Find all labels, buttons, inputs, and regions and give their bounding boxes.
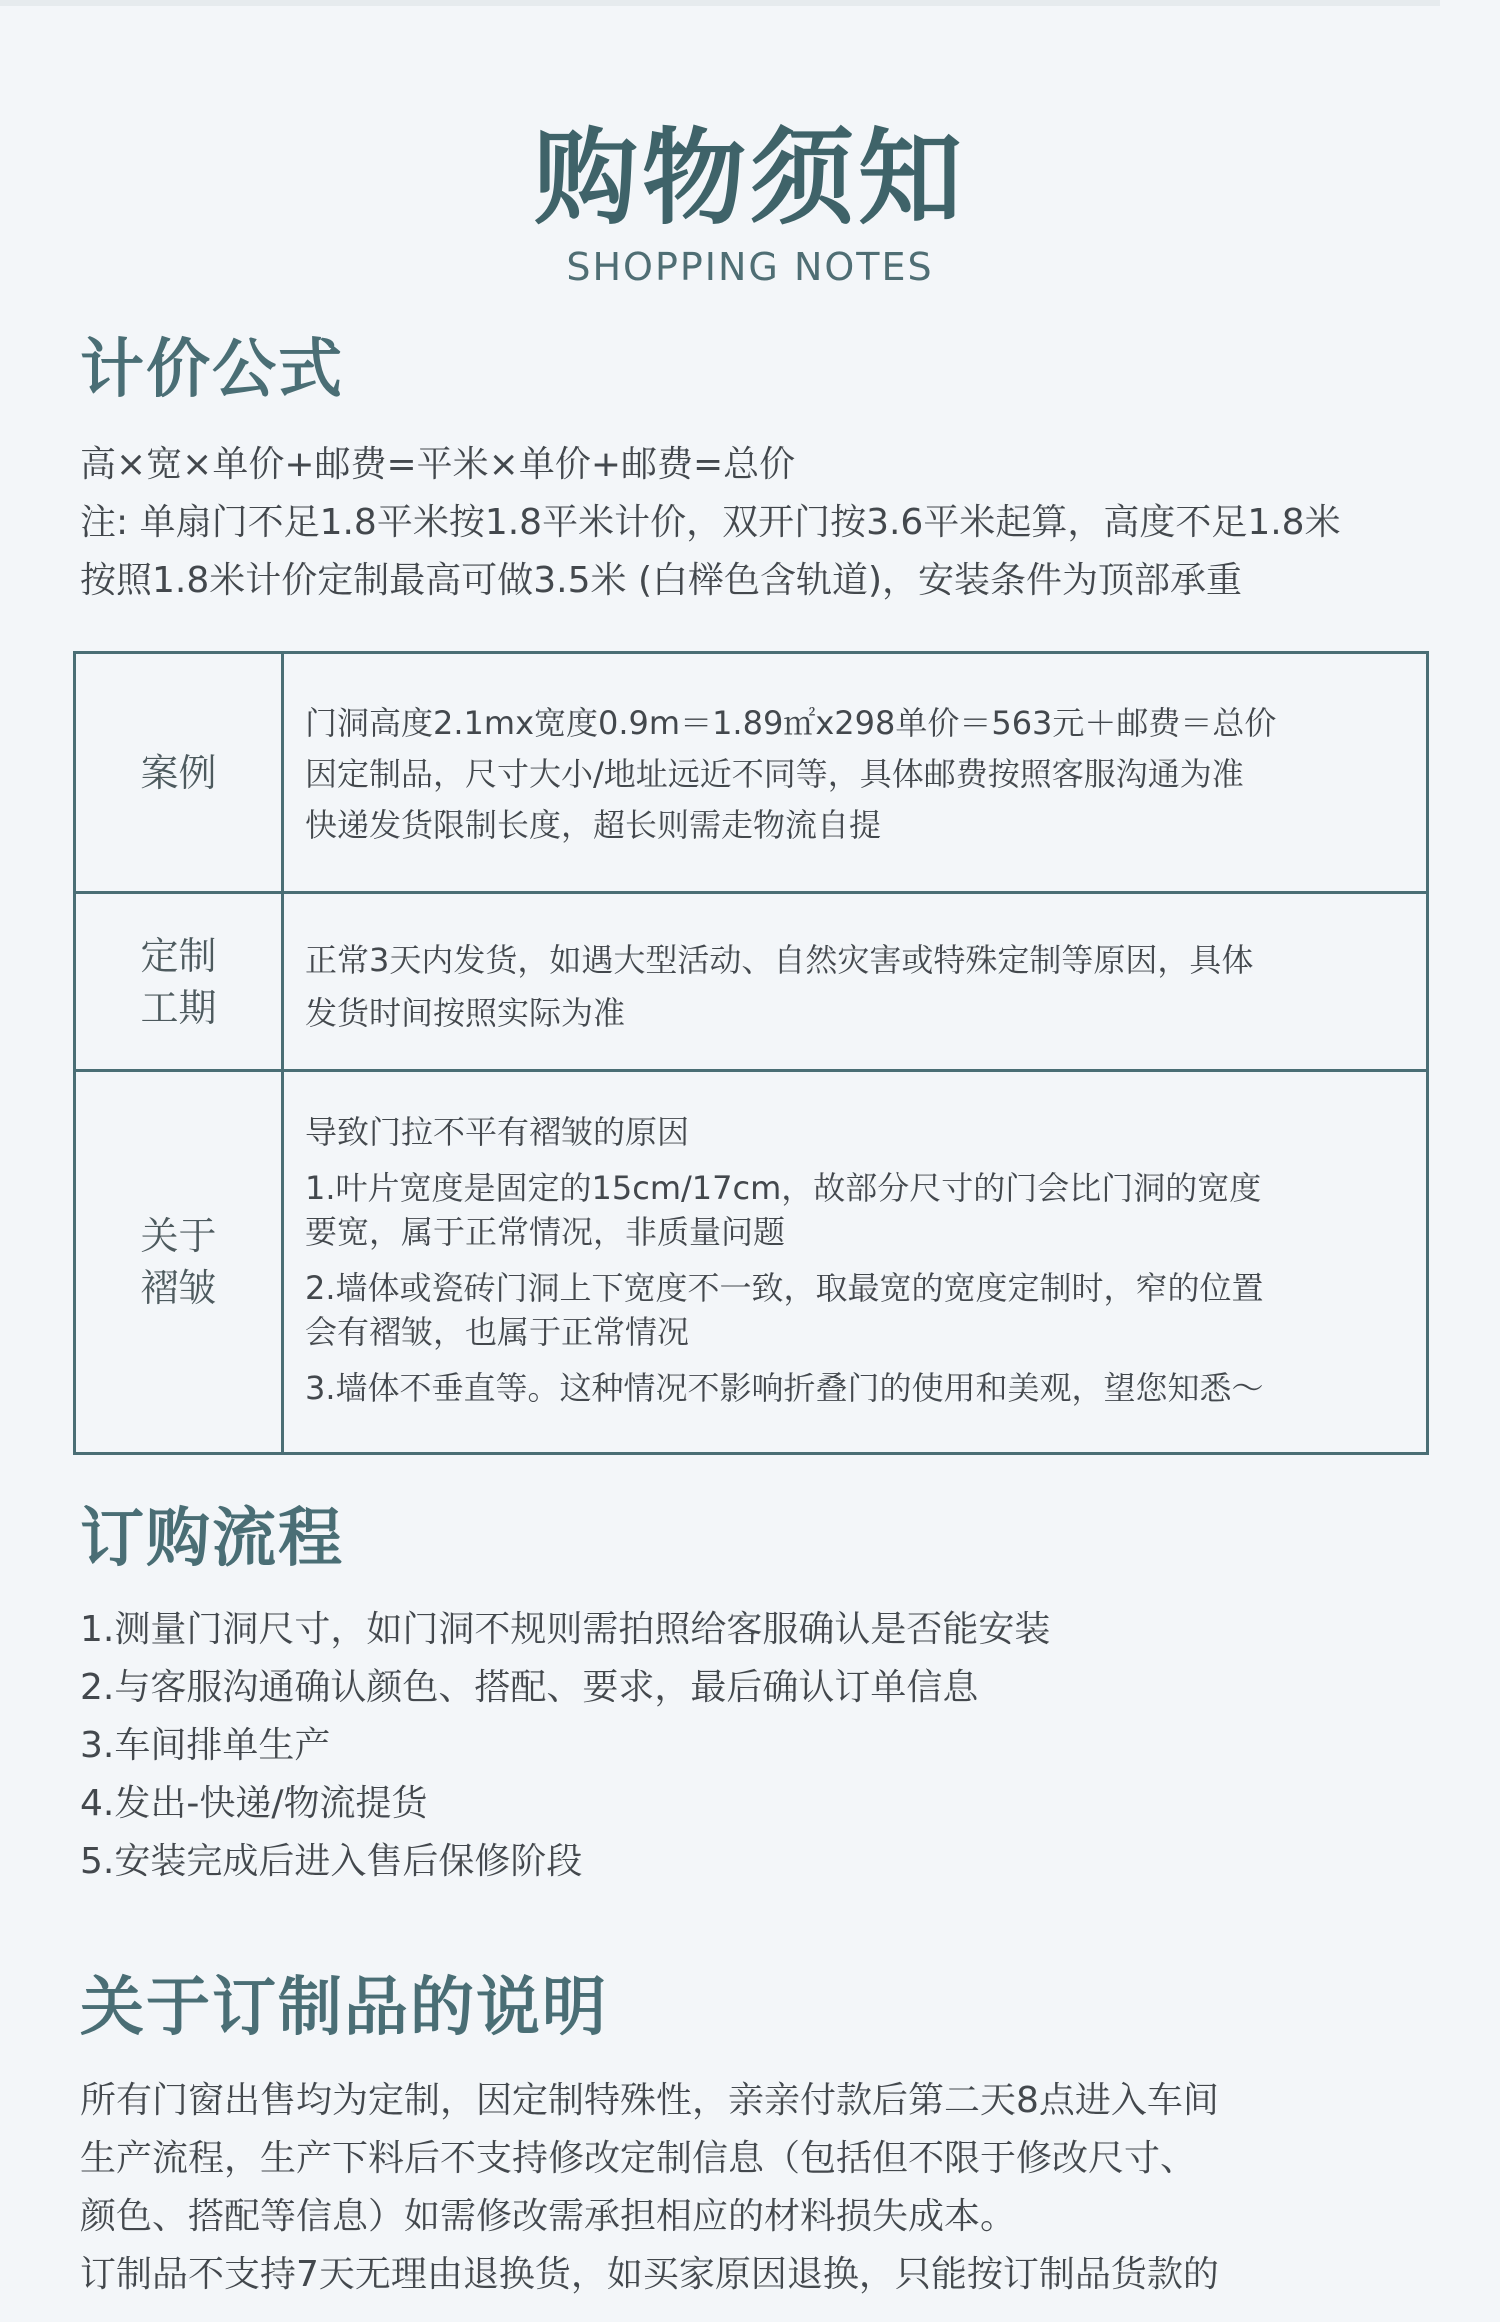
pricing-note-line: 注: 单扇门不足1.8平米按1.8平米计价，双开门按3.6平米起算，高度不足1.8米 <box>80 502 1341 543</box>
pricing-heading: 计价公式 <box>80 333 344 407</box>
custom-notes-heading: 关于订制品的说明 <box>80 1971 608 2045</box>
list-item: 4.发出-快递/物流提货 <box>80 1783 428 1824</box>
list-item: 1.测量门洞尺寸，如门洞不规则需拍照给客服确认是否能安装 <box>80 1609 1051 1650</box>
custom-notes-text <box>80 2072 1219 2304</box>
row-content-line: 因定制品，尺寸大小/地址远近不同等，具体邮费按照客服沟通为准 <box>305 755 1244 793</box>
order-process-list <box>80 1601 1050 1891</box>
custom-notes-line: 订制品不支持7天无理由退换货，如买家原因退换，只能按订制品货款的 <box>80 2254 1219 2295</box>
custom-notes-line: 颜色、搭配等信息）如需修改需承担相应的材料损失成本。 <box>80 2196 1017 2237</box>
page-title: 购物须知 <box>533 117 966 239</box>
custom-notes-line: 所有门窗出售均为定制，因定制特殊性，亲亲付款后第二天8点进入车间 <box>80 2080 1219 2121</box>
pricing-text <box>80 436 1341 610</box>
table-row-wrinkles <box>76 1072 1426 1452</box>
top-divider <box>0 0 1440 6</box>
row-label-example <box>76 654 284 891</box>
row-content-line: 1.叶片宽度是固定的15cm/17cm，故部分尺寸的门会比门洞的宽度 <box>305 1169 1262 1207</box>
row-content-line: 会有褶皱，也属于正常情况 <box>305 1313 690 1351</box>
custom-notes-line: 生产流程，生产下料后不支持修改定制信息（包括但不限于修改尺寸、 <box>80 2138 1197 2179</box>
order-process-heading: 订购流程 <box>80 1502 344 1576</box>
pricing-note-line: 按照1.8米计价定制最高可做3.5米 (白榉色含轨道)，安装条件为顶部承重 <box>80 560 1243 601</box>
row-content-line: 门洞高度2.1mx宽度0.9m＝1.89㎡x298单价＝563元＋邮费＝总价 <box>305 704 1277 742</box>
pricing-formula-line: 高×宽×单价+邮费=平米×单价+邮费=总价 <box>80 444 796 485</box>
row-label-text: 褶皱 <box>140 1266 217 1310</box>
row-content-line: 快递发货限制长度，超长则需走物流自提 <box>305 806 882 844</box>
row-label-lead-time <box>76 894 284 1069</box>
row-content-line: 2.墙体或瓷砖门洞上下宽度不一致，取最宽的宽度定制时，窄的位置 <box>305 1269 1264 1307</box>
row-label-text: 案例 <box>140 750 217 795</box>
row-content-line: 要宽，属于正常情况，非质量问题 <box>305 1213 786 1251</box>
row-label-text: 关于 <box>140 1214 217 1258</box>
row-content-line: 导致门拉不平有褶皱的原因 <box>305 1113 690 1151</box>
row-content-line: 正常3天内发货，如遇大型活动、自然灾害或特殊定制等原因，具体 <box>305 941 1254 979</box>
list-item: 2.与客服沟通确认颜色、搭配、要求，最后确认订单信息 <box>80 1667 979 1708</box>
row-label-text: 工期 <box>140 985 217 1030</box>
table-row-example <box>76 654 1426 894</box>
row-content-lead-time <box>305 934 1408 1040</box>
row-content-line: 发货时间按照实际为准 <box>305 994 626 1032</box>
row-content-line: 3.墙体不垂直等。这种情况不影响折叠门的使用和美观，望您知悉～ <box>305 1369 1264 1407</box>
row-content-wrinkles <box>305 1110 1408 1410</box>
page-subtitle: SHOPPING NOTES <box>566 245 934 289</box>
list-item: 5.安装完成后进入售后保修阶段 <box>80 1841 583 1882</box>
table-row-lead-time <box>76 894 1426 1072</box>
list-item: 3.车间排单生产 <box>80 1725 331 1766</box>
row-label-text: 定制 <box>140 933 217 978</box>
row-content-example <box>305 698 1408 851</box>
info-table <box>73 651 1429 1455</box>
row-label-wrinkles <box>76 1072 284 1452</box>
